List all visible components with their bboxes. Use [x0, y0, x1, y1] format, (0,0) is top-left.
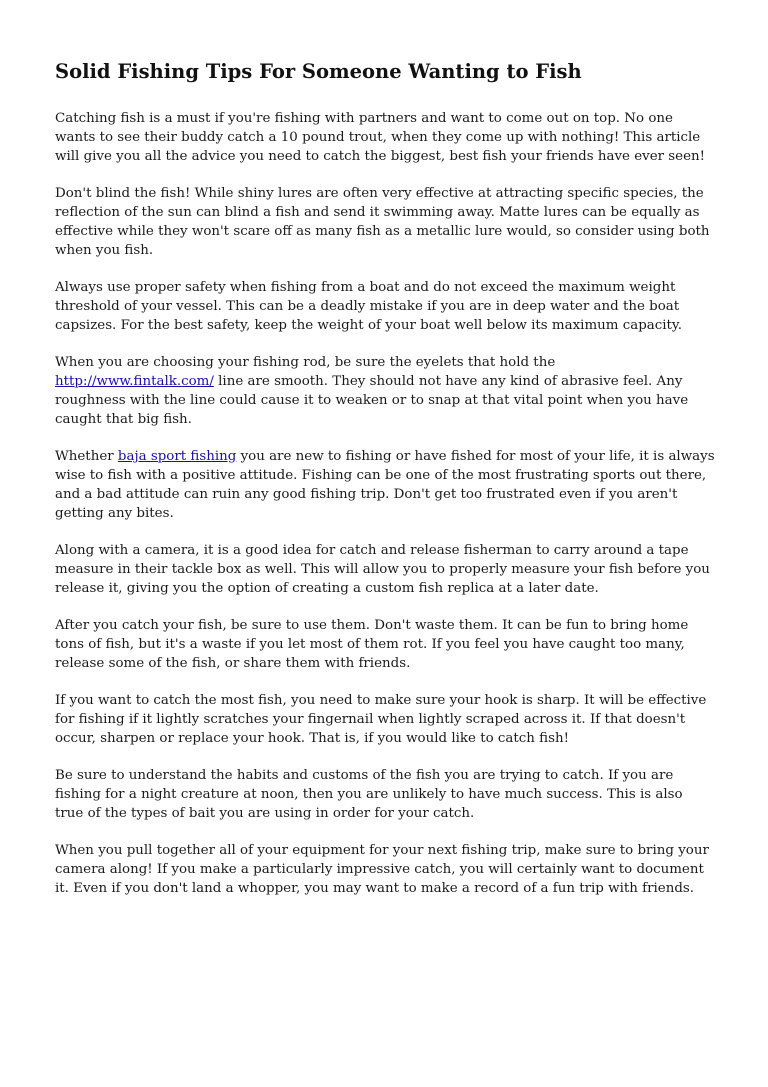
paragraph-lures: Don't blind the fish! While shiny lures are often very effective at attracting specific species, the reflection of the sun can blind a fish and send it swimming away. Matte lures can be equally as effective while they won't scare off as many fish as a metallic lure would, so consider using both when you fish. — [55, 186, 710, 258]
paragraph-text: Whether — [55, 449, 118, 464]
paragraph-attitude — [55, 447, 715, 523]
baja-sport-fishing-link[interactable]: baja sport fishing — [117, 449, 237, 464]
paragraph-camera: When you pull together all of your equipment for your next fishing trip, make sure to bring your camera along! If you make a particularly impressive catch, you will certainly want to document it. Even if you don't land a whopper, you may want to make a record of a fun trip with friends. — [55, 843, 709, 896]
paragraph-fishing-rod — [55, 353, 715, 429]
paragraph-sharp-hook: If you want to catch the most fish, you need to make sure your hook is sharp. It will be effective for fishing if it lightly scratches your fingernail when lightly scraped across it. If that doesn't occur, sharpen or replace your hook. That is, if you would like to catch fish! — [55, 693, 707, 746]
paragraph-tape-measure: Along with a camera, it is a good idea for catch and release fisherman to carry around a tape measure in their tackle box as well. This will allow you to properly measure your fish before you release it, giving you the option of creating a custom fish replica at a later date. — [55, 543, 710, 596]
paragraph-use-fish: After you catch your fish, be sure to use them. Don't waste them. It can be fun to bring home tons of fish, but it's a waste if you let most of them rot. If you feel you have caught too many, release some of the fish, or share them with friends. — [55, 618, 689, 671]
paragraph-text: you are new to fishing or have fished for most of your life, it is always wise to fish with a positive attitude. Fishing can be one of the most frustrating sports out there, and a bad attitude can ruin any good fishing trip. Don't get too frustrated even if you aren't getting any bites. — [55, 449, 715, 521]
paragraph-text: line are smooth. They should not have any kind of abrasive feel. Any roughness with the line could cause it to weaken or to snap at that vital point when you have caught that big fish. — [55, 374, 689, 427]
paragraph-intro: Catching fish is a must if you're fishing with partners and want to come out on top. No one wants to see their buddy catch a 10 pound trout, when they come up with nothing! This article will give you all the advice you need to catch the biggest, best fish your friends have ever seen! — [55, 111, 706, 164]
paragraph-boat-safety: Always use proper safety when fishing from a boat and do not exceed the maximum weight threshold of your vessel. This can be a deadly mistake if you are in deep water and the boat capsizes. For the best safety, keep the weight of your boat well below its maximum capacity. — [55, 280, 682, 333]
document-page — [55, 58, 715, 916]
paragraph-habits: Be sure to understand the habits and customs of the fish you are trying to catch. If you are fishing for a night creature at noon, then you are unlikely to have much success. This is also true of the types of bait you are using in order for your catch. — [55, 768, 683, 821]
document-title: Solid Fishing Tips For Someone Wanting to Fish — [55, 60, 582, 83]
fintalk-link[interactable]: http://www.fintalk.com/ — [55, 374, 214, 389]
paragraph-text: When you are choosing your fishing rod, be sure the eyelets that hold the — [55, 355, 556, 370]
